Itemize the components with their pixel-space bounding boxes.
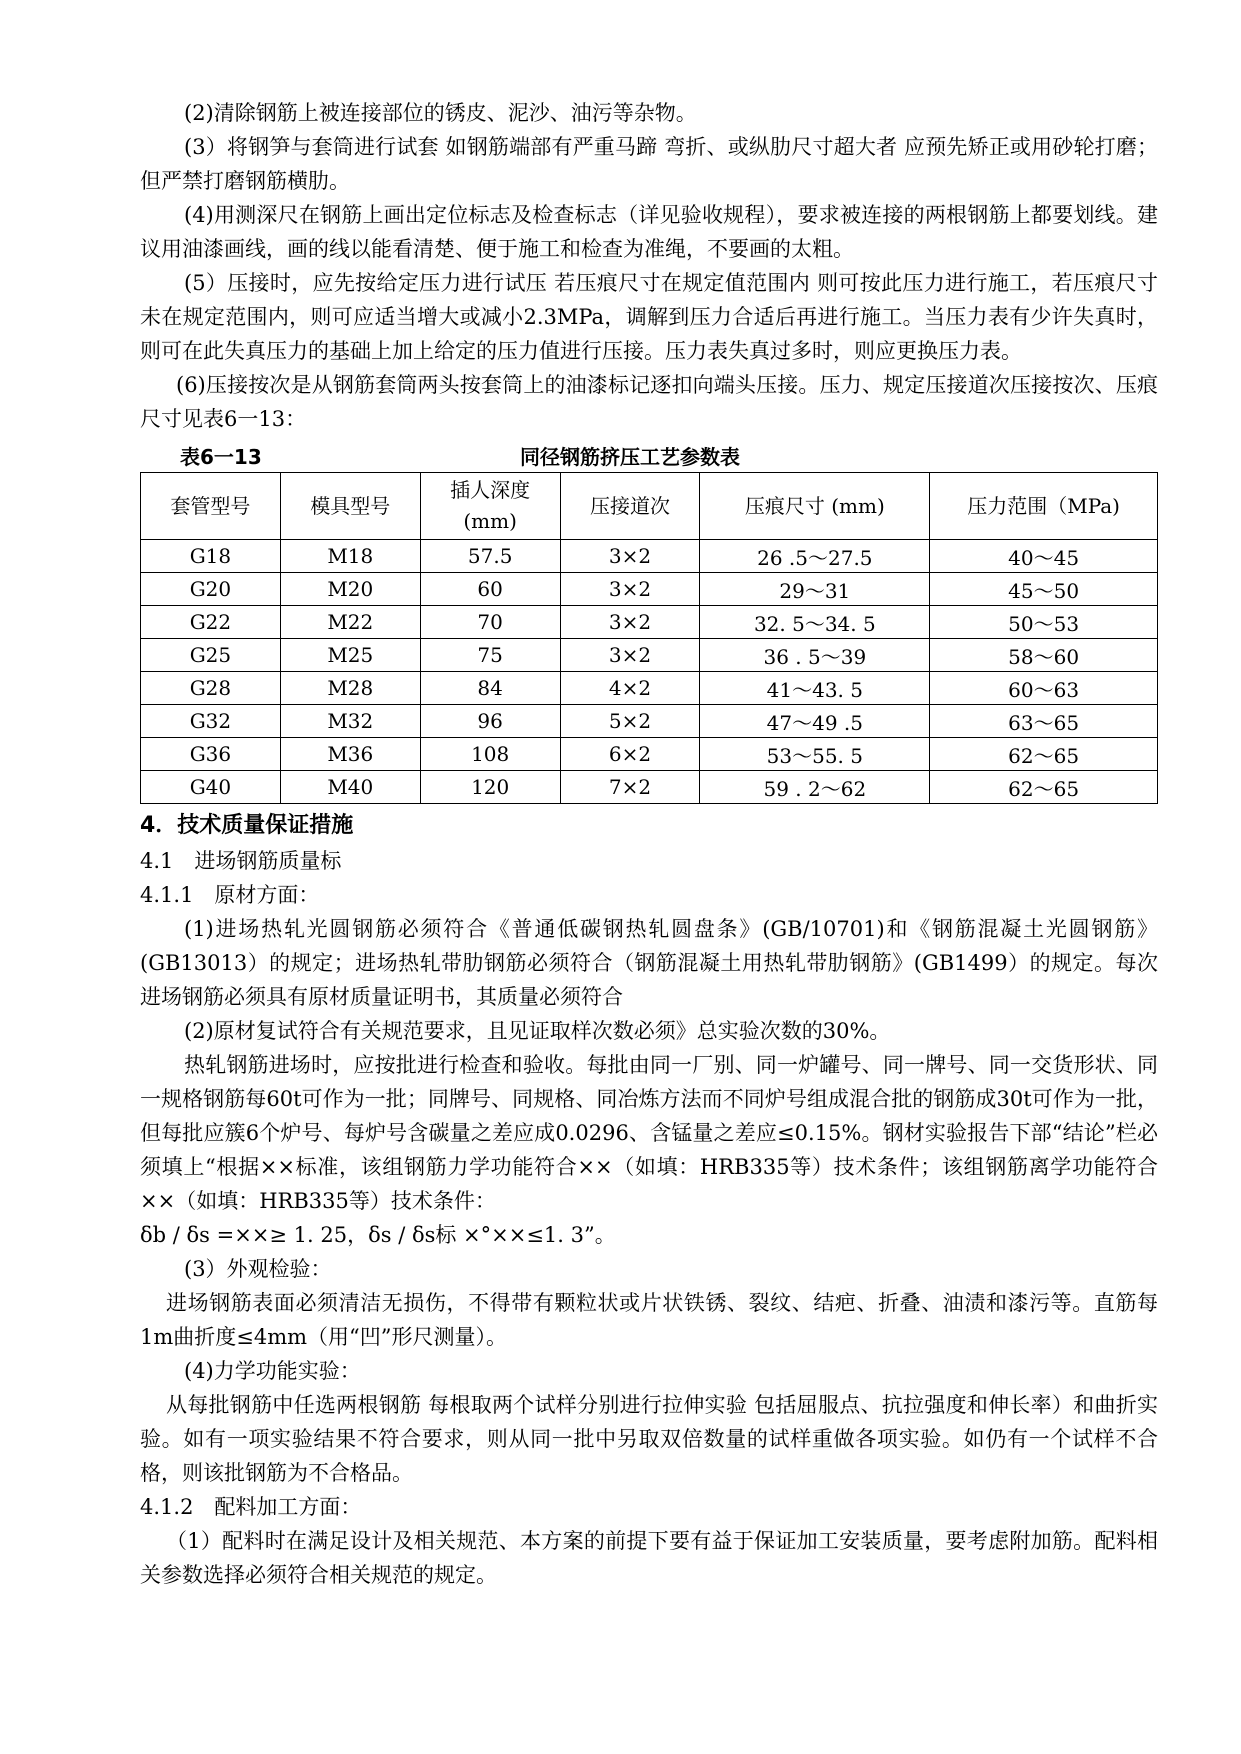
- paragraph-mechanical-heading: (4)力学功能实验：: [184, 1359, 361, 1383]
- section-4-1-heading: 4.1 进场钢筋质量标: [140, 849, 342, 873]
- header-sleeve-model: 套管型号: [141, 473, 281, 540]
- table-cell: M18: [280, 540, 420, 573]
- table-body: [141, 540, 1158, 804]
- table-row: [141, 540, 1158, 573]
- table-row: [141, 639, 1158, 672]
- table-cell: 3×2: [560, 573, 700, 606]
- table-cell: 50～53: [930, 606, 1158, 639]
- header-press-passes: 压接道次: [560, 473, 700, 540]
- table-cell: 36 . 5～39: [700, 639, 930, 672]
- header-die-model: 模具型号: [280, 473, 420, 540]
- table-cell: 45～50: [930, 573, 1158, 606]
- table-cell: 58～60: [930, 639, 1158, 672]
- paragraph-raw-material-2: (2)原材复试符合有关规范要求，且见证取样次数必须》总实验次数的30%。: [184, 1019, 891, 1043]
- paragraph-5: (5）压接时，应先按给定压力进行试压 若压痕尺寸在规定值范围内 则可按此压力进行施工，若压痕尺寸未在规定范围内，则可应适当增大或减小2.3MPa，调解到压力合适后再进行施工。当压力表有少许失真时，则可在此失真压力的基础上加上给定的压力值进行压接。压力表失真过多时，则应更换压力表。: [140, 271, 1158, 363]
- table-cell: G18: [141, 540, 281, 573]
- table-cell: G36: [141, 738, 281, 771]
- table-cell: 29～31: [700, 573, 930, 606]
- table-cell: 60: [420, 573, 560, 606]
- table-cell: 62～65: [930, 771, 1158, 804]
- section-4-1-2-heading: 4.1.2 配料加工方面：: [140, 1495, 362, 1519]
- table-number: 表6一13: [180, 444, 262, 469]
- parameter-table: [140, 472, 1158, 804]
- table-cell: 53～55. 5: [700, 738, 930, 771]
- paragraph-3: (3）将钢笋与套筒进行试套 如钢筋端部有严重马蹄 弯折、或纵肋尺寸超大者 应预先矫正或用砂轮打磨；但严禁打磨钢筋横肋。: [140, 135, 1158, 193]
- table-title: 同径钢筋挤压工艺参数表: [520, 444, 740, 469]
- table-cell: 3×2: [560, 540, 700, 573]
- table-cell: 26 .5～27.5: [700, 540, 930, 573]
- table-cell: 3×2: [560, 639, 700, 672]
- table-cell: 120: [420, 771, 560, 804]
- table-row: [141, 573, 1158, 606]
- table-header-row: [141, 473, 1158, 540]
- table-cell: 62～65: [930, 738, 1158, 771]
- table-cell: 3×2: [560, 606, 700, 639]
- header-indent-size: 压痕尺寸 (mm): [700, 473, 930, 540]
- paragraph-appearance-heading: (3）外观检验：: [184, 1257, 332, 1281]
- paragraph-raw-material-1: (1)进场热轧光圆钢筋必须符合《普通低碳钢热轧圆盘条》(GB/10701)和《钢筋混凝土光圆钢筋》(GB13013）的规定；进场热轧带肋钢筋必须符合（钢筋混凝土用热轧带肋钢筋》(GB1499）的规定。每次进场钢筋必须具有原材质量证明书，其质量必须符合: [140, 917, 1158, 1009]
- table-cell: 57.5: [420, 540, 560, 573]
- table-cell: 5×2: [560, 705, 700, 738]
- table-cell: 96: [420, 705, 560, 738]
- table-cell: G20: [141, 573, 281, 606]
- table-row: [141, 771, 1158, 804]
- table-cell: M22: [280, 606, 420, 639]
- table-row: [141, 705, 1158, 738]
- paragraph-2: (2)清除钢筋上被连接部位的锈皮、泥沙、油污等杂物。: [184, 101, 697, 125]
- table-cell: 59 . 2～62: [700, 771, 930, 804]
- table-cell: 6×2: [560, 738, 700, 771]
- table-cell: G40: [141, 771, 281, 804]
- paragraph-processing: （1）配料时在满足设计及相关规范、本方案的前提下要有益于保证加工安装质量，要考虑附加筋。配料相关参数选择必须符合相关规范的规定。: [140, 1529, 1158, 1587]
- table-caption: [140, 438, 1158, 472]
- table-cell: G28: [141, 672, 281, 705]
- table-cell: 60～63: [930, 672, 1158, 705]
- paragraph-appearance: 进场钢筋表面必须清洁无损伤，不得带有颗粒状或片状铁锈、裂纹、结疤、折叠、油渍和漆污等。直筋每1m曲折度≤4mm（用“凹”形尺测量）。: [140, 1291, 1158, 1349]
- table-cell: M20: [280, 573, 420, 606]
- table-cell: 108: [420, 738, 560, 771]
- table-cell: 63～65: [930, 705, 1158, 738]
- table-cell: 7×2: [560, 771, 700, 804]
- table-cell: 41～43. 5: [700, 672, 930, 705]
- paragraph-mechanical: 从每批钢筋中任选两根钢筋 每根取两个试样分别进行拉伸实验 包括屈服点、抗拉强度和伸长率）和曲折实验。如有一项实验结果不符合要求，则从同一批中另取双倍数量的试样重做各项实验。如仍有一个试样不合格，则该批钢筋为不合格品。: [140, 1393, 1158, 1485]
- table-cell: M32: [280, 705, 420, 738]
- section-4-heading: 4．技术质量保证措施: [140, 813, 354, 838]
- document-page: [140, 96, 1158, 1592]
- table-cell: 32. 5～34. 5: [700, 606, 930, 639]
- paragraph-6: (6)压接按次是从钢筋套筒两头按套筒上的油漆标记逐扣向端头压接。压力、规定压接道次压接按次、压痕尺寸见表6一13：: [140, 373, 1158, 431]
- table-cell: M40: [280, 771, 420, 804]
- formula-ratio: δb / δs =××≥ 1. 25，δs / δs标 ×°××≤1. 3”。: [140, 1223, 616, 1247]
- table-cell: G32: [141, 705, 281, 738]
- table-cell: 40～45: [930, 540, 1158, 573]
- paragraph-batch-inspection: 热轧钢筋进场时，应按批进行检查和验收。每批由同一厂别、同一炉罐号、同一牌号、同一交货形状、同一规格钢筋每60t可作为一批；同牌号、同规格、同冶炼方法而不同炉号组成混合批的钢筋成30t可作为一批，但每批应簇6个炉号、每炉号含碳量之差应成0.0296、含锰量之差应≤0.15%。钢材实验报告下部“结论”栏必须填上“根据××标准，该组钢筋力学功能符合××（如填：HRB335等）技术条件；该组钢筋离学功能符合××（如填：HRB335等）技术条件：: [140, 1053, 1158, 1213]
- table-row: [141, 738, 1158, 771]
- table-cell: M28: [280, 672, 420, 705]
- header-pressure-range: 压力范围（MPa): [930, 473, 1158, 540]
- table-row: [141, 606, 1158, 639]
- header-insert-depth: [420, 473, 560, 540]
- section-4-1-1-heading: 4.1.1 原材方面：: [140, 883, 320, 907]
- table-cell: G22: [141, 606, 281, 639]
- header-insert-depth-text: 插人深度 (mm): [450, 478, 531, 533]
- table-cell: 75: [420, 639, 560, 672]
- table-cell: G25: [141, 639, 281, 672]
- table-cell: 84: [420, 672, 560, 705]
- table-row: [141, 672, 1158, 705]
- table-cell: 47～49 .5: [700, 705, 930, 738]
- table-cell: M36: [280, 738, 420, 771]
- paragraph-4: (4)用测深尺在钢筋上画出定位标志及检查标志（详见验收规程），要求被连接的两根钢筋上都要划线。建议用油漆画线，画的线以能看清楚、便于施工和检查为准绳，不要画的太粗。: [140, 203, 1158, 261]
- table-cell: M25: [280, 639, 420, 672]
- table-cell: 4×2: [560, 672, 700, 705]
- table-cell: 70: [420, 606, 560, 639]
